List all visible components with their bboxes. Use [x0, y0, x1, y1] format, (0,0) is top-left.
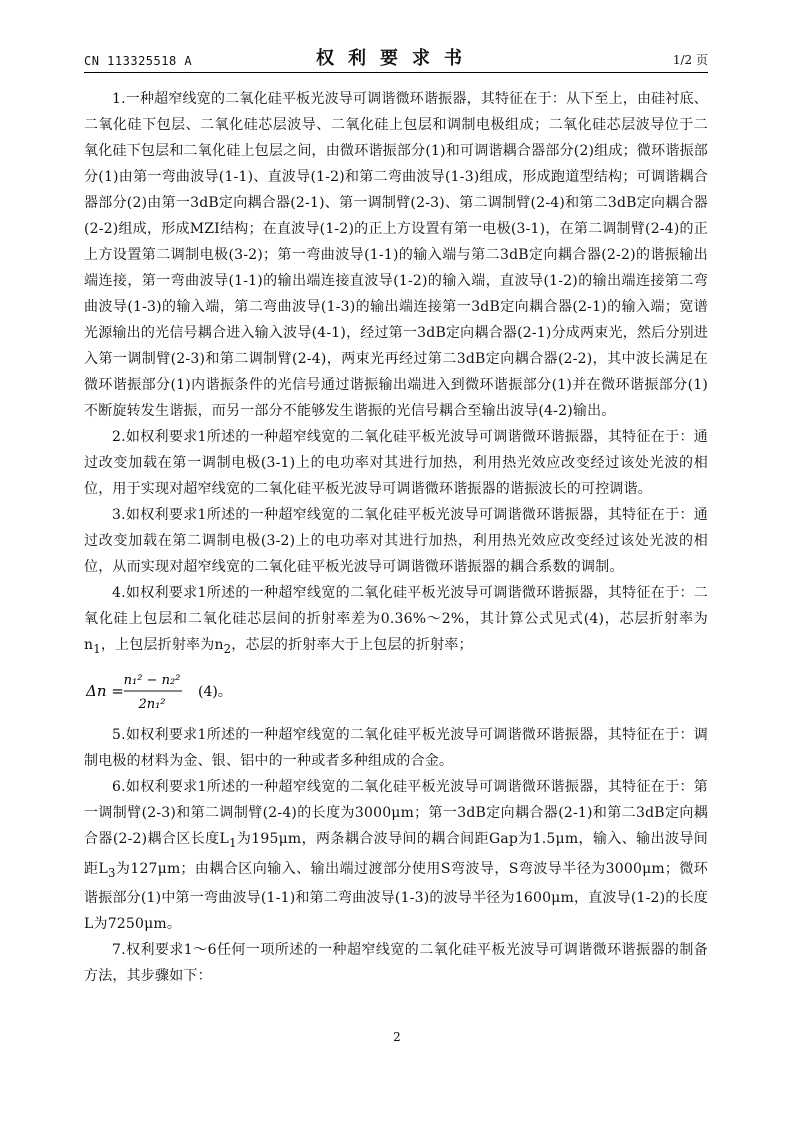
claim-7: 7.权利要求1～6任何一项所述的一种超窄线宽的二氧化硅平板光波导可调谐微环谐振器的制备方法，其步骤如下：: [84, 942, 708, 985]
formula-svg: [84, 666, 284, 716]
formula-numerator: n₁² − n₂²: [123, 672, 181, 688]
formula-tag: (4)。: [198, 683, 232, 700]
page-indicator: 1/2 页: [672, 53, 708, 67]
page-header: [84, 44, 708, 72]
claim-4-text-a: 4.如权利要求1所述的一种超窄线宽的二氧化硅平板光波导可调谐微环谐振器，其特征在于：二氧化硅上包层和二氧化硅芯层间的折射率差为0.36%～2%，其计算公式见式(4)，芯层折射率为n: [84, 585, 708, 653]
claim-1: 1.一种超窄线宽的二氧化硅平板光波导可调谐微环谐振器，其特征在于：从下至上，由硅衬底、二氧化硅下包层、二氧化硅芯层波导、二氧化硅上包层和调制电极组成；二氧化硅芯层波导位于二氧化硅下包层和二氧化硅上包层之间，由微环谐振部分(1)和可调谐耦合器部分(2)组成；微环谐振部分(1)由第一弯曲波导(1-1)、直波导(1-2)和第二弯曲波导(1-3)组成，形成跑道型结构；可调谐耦合器部分(2)由第一3dB定向耦合器(2-1)、第一调制臂(2-3)、第二调制臂(2-4)和第二3dB定向耦合器(2-2)组成，形成MZI结构；在直波导(1-2)的正上方设置有第一电极(3-1)，在第二调制臂(2-4)的正上方设置第二调制电极(3-2)；第一弯曲波导(1-1)的输入端与第二3dB定向耦合器(2-2)的谐振输出端连接，第一弯曲波导(1-1)的输出端连接直波导(1-2)的输入端，直波导(1-2)的输出端连接第二弯曲波导(1-3)的输入端，第二弯曲波导(1-3)的输出端连接第一3dB定向耦合器(2-1)的输入端；宽谱光源输出的光信号耦合进入输入波导(4-1)，经过第一3dB定向耦合器(2-1)分成两束光，然后分别进入第一调制臂(2-3)和第二调制臂(2-4)，两束光再经过第二3dB定向耦合器(2-2)，其中波长满足在微环谐振部分(1)内谐振条件的光信号通过谐振输出端进入到微环谐振部分(1)并在微环谐振部分(1)不断旋转发生谐振，而另一部分不能够发生谐振的光信号耦合至输出波导(4-2)输出。: [84, 91, 708, 419]
claim-2: 2.如权利要求1所述的一种超窄线宽的二氧化硅平板光波导可调谐微环谐振器，其特征在于：通过改变加载在第一调制电极(3-1)上的电功率对其进行加热，利用热光效应改变经过该处光波的相位，用于实现对超窄线宽的二氧化硅平板光波导可调谐微环谐振器的谐振波长的可控调谐。: [84, 429, 708, 497]
claim-6-text-b: 为195μm，两条耦合波导间的耦合间距Gap为1.5μm，输入、输出波导间距L: [84, 830, 709, 877]
claim-6-text-c: 为127μm；由耦合区向输入、输出端过渡部分使用S弯波导，S弯波导半径为3000μm；微环谐振部分(1)中第一弯曲波导(1-1)和第二弯曲波导(1-3)的波导半径为1600μm，直波导(1-2)的长度L为7250μm。: [84, 860, 708, 933]
formula-denominator: 2n₁²: [138, 696, 166, 712]
claim-4-text-b: ，上包层折射率为n: [100, 637, 224, 653]
patent-number: CN 113325518 A: [84, 54, 193, 68]
claim-4-sub-2: 2: [223, 641, 232, 656]
claim-3: 3.如权利要求1所述的一种超窄线宽的二氧化硅平板光波导可调谐微环谐振器，其特征在于：通过改变加载在第二调制电极(3-2)上的电功率对其进行加热，利用热光效应改变经过该处光波的相位，从而实现对超窄线宽的二氧化硅平板光波导可调谐微环谐振器的耦合系数的调制。: [84, 507, 708, 575]
claim-6-sub-1: 1: [229, 835, 237, 850]
claim-4-sub-1: 1: [93, 641, 101, 656]
page-number: 2: [393, 1030, 401, 1044]
claim-6: [84, 774, 708, 938]
formula-lhs: Δn =: [86, 681, 124, 700]
formula-4: [84, 666, 708, 716]
claim-6-text-a: 6.如权利要求1所述的一种超窄线宽的二氧化硅平板光波导可调谐微环谐振器，其特征在于：第一调制臂(2-3)和第二调制臂(2-4)的长度为3000μm；第一3dB定向耦合器(2-1)和第二3dB定向耦合器(2-2)耦合区长度L: [84, 778, 708, 847]
claim-4: [84, 580, 708, 662]
header-divider: [84, 72, 708, 73]
claim-5: 5.如权利要求1所述的一种超窄线宽的二氧化硅平板光波导可调谐微环谐振器，其特征在于：调制电极的材料为金、银、铝中的一种或者多种组成的合金。: [84, 726, 708, 769]
claim-6-sub-2: 3: [107, 865, 116, 880]
document-title: 权利要求书: [316, 48, 476, 69]
claim-4-text-c: ，芯层的折射率大于上包层的折射率；: [231, 637, 473, 653]
claims-body: [84, 86, 708, 989]
